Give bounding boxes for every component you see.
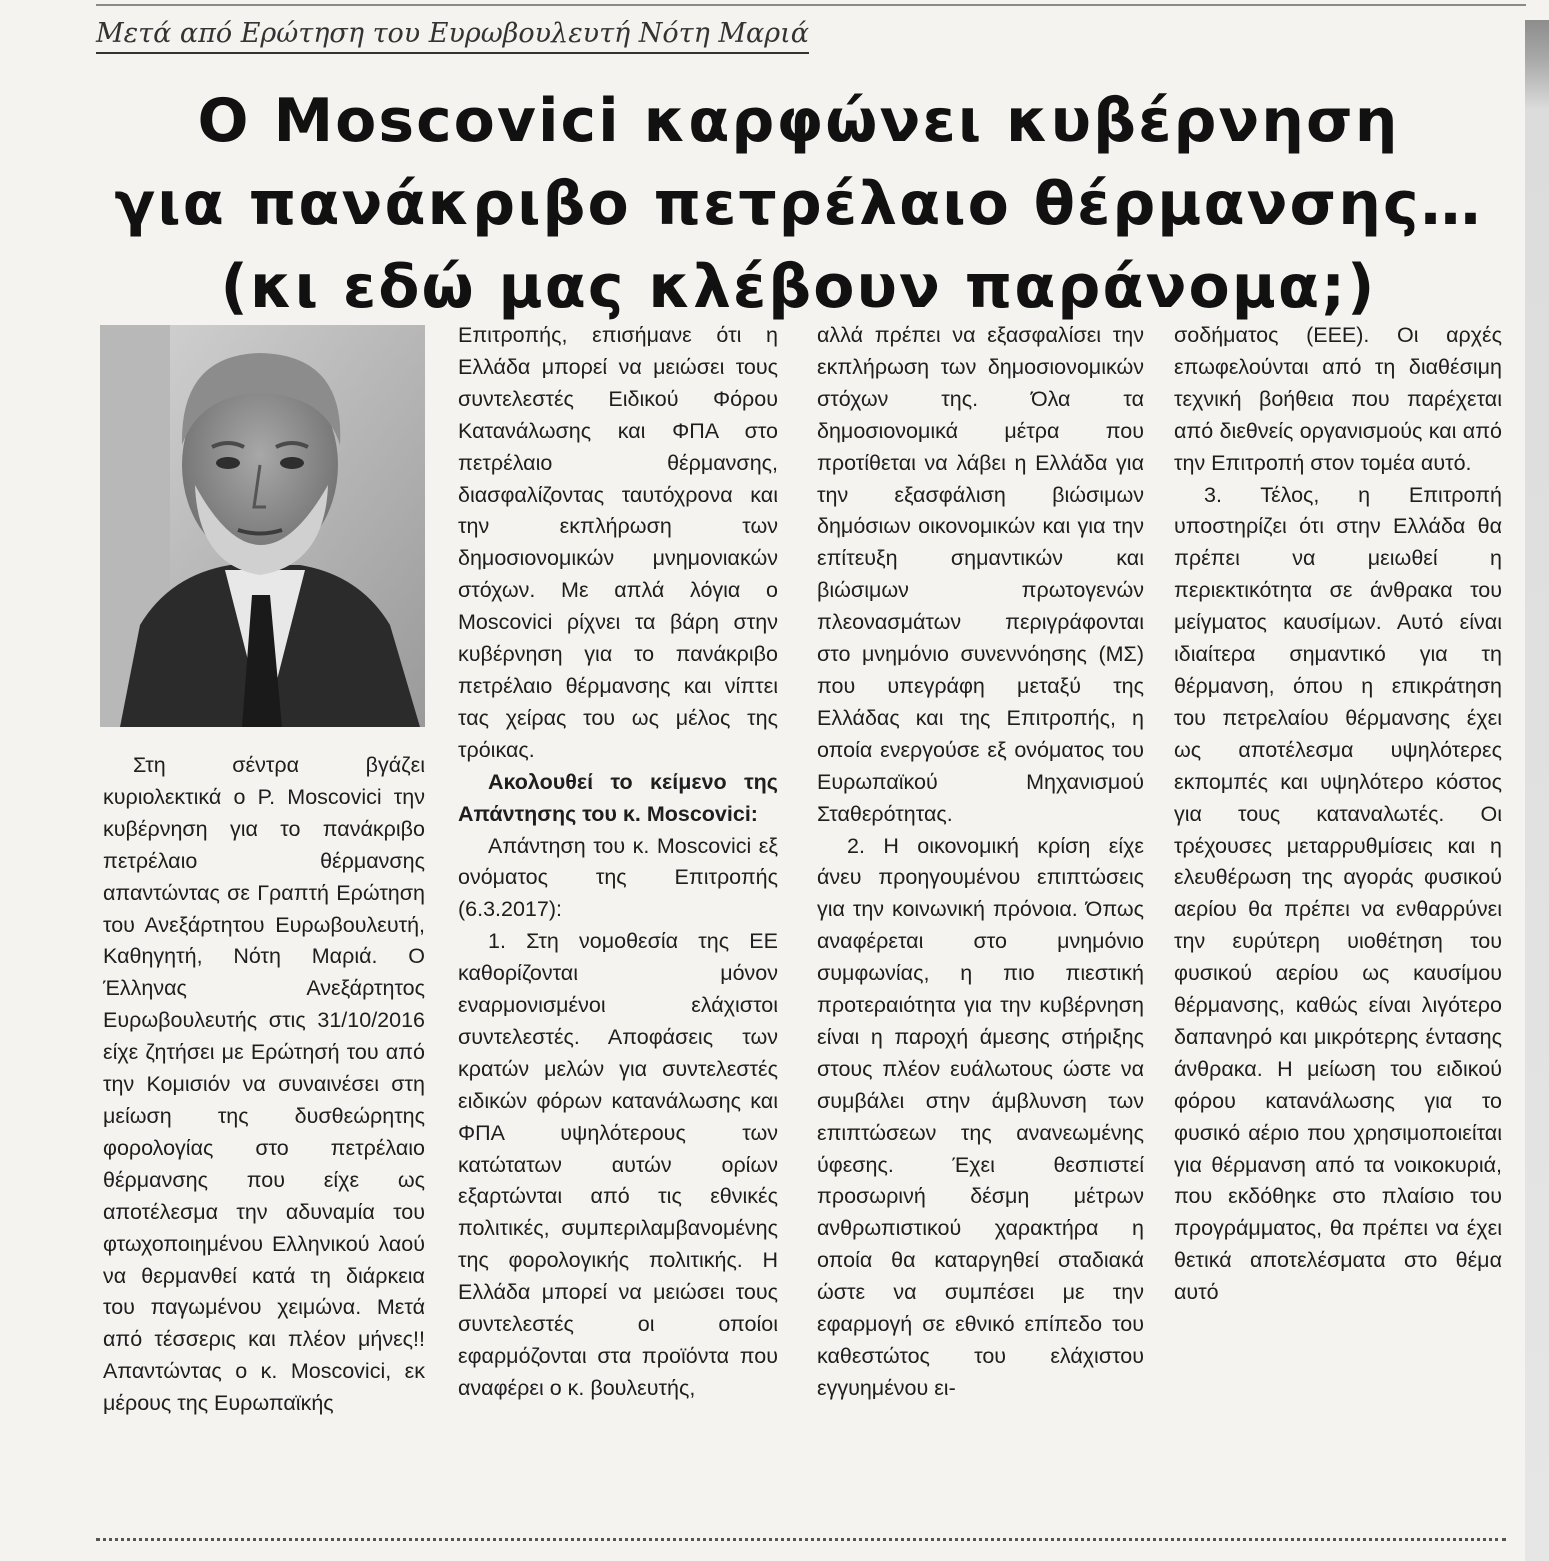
article-headline <box>96 80 1501 329</box>
headline-line-3: (κι εδώ μας κλέβουν παράνομα;) <box>220 252 1377 322</box>
article-column-3 <box>817 320 1144 1405</box>
answer-intro: Απάντηση του κ. Moscovici εξ ονόματος της Επιτροπής (6.3.2017): <box>458 833 778 922</box>
article-column-4 <box>1174 320 1502 1309</box>
answer-point-1: 1. Στη νομοθεσία της ΕΕ καθορίζονται μόνον εναρμονισμένοι ελάχιστοι συντελεστές. Αποφάσεις των κρατών μελών για συντελεστές ειδικών φόρων κατανάλωσης και ΦΠΑ υψηλότερους των κατώτατων αυτών ορίων εξαρτώνται από τις εθνικές πολιτικές, συμπεριλαμβανομένης της φορολογικής πολιτικής. Η Ελλάδα μπορεί να μειώσει τους συντελεστές οι οποίοι εφαρμόζονται στα προϊόντα που αναφέρει ο κ. βουλευτής, <box>458 929 778 1400</box>
column-1-paragraph-1: Στη σέντρα βγάζει κυριολεκτικά ο Ρ. Moscovici την κυβέρνηση για το πανάκριβο πετρέλαιο θέρμανσης απαντώντας σε Γραπτή Ερώτηση του Ανεξάρτητου Ευρωβουλευτή, Καθηγητή, Νότη Μαριά. Ο Έλληνας Ανεξάρτητος Ευρωβουλευτής στις 31/10/2016 είχε ζητήσει με Ερώτησή του από την Κομισιόν να συναινέσει στη μείωση της δυσθεώρητης φορολογίας στο πετρέλαιο θέρμανσης που είχε ως αποτέλεσμα την αδυναμία του φτωχοποιημένου Ελληνικού λαού να θερμανθεί κατά τη διάρκεια του παγωμένου χειμώνα. Μετά από τέσσερις και πλέον μήνες!! Απαντώντας ο κ. Moscovici, εκ μέρους της Ευρωπαϊκής <box>103 753 425 1416</box>
portrait-photo <box>100 325 425 727</box>
headline-line-1: Ο Moscovici καρφώνει κυβέρνηση <box>197 86 1400 156</box>
article-kicker: Μετά από Ερώτηση του Ευρωβουλευτή Νότη Μαριά <box>96 18 809 54</box>
column-4-paragraph-1: σοδήματος (ΕΕΕ). Οι αρχές επωφελούνται από τη διαθέσιμη τεχνική βοήθεια που παρέχεται από διεθνείς οργανισμούς και από την Επιτροπή στον τομέα αυτό. <box>1174 323 1502 475</box>
headline-line-2: για πανάκριβο πετρέλαιο θέρμανσης… <box>114 169 1483 239</box>
column-3-paragraph-1: αλλά πρέπει να εξασφαλίσει την εκπλήρωση των δημοσιονομικών στόχων της. Όλα τα δημοσιονομικά μέτρα που προτίθεται να λάβει η Ελλάδα για την εξασφάλιση βιώσιμων δημόσιων οικονομικών και για την επίτευξη σημαντικών και βιώσιμων πρωτογενών πλεονασμάτων περιγράφονται στο μνημόνιο συνεννόησης (ΜΣ) που υπεγράφη μεταξύ της Ελλάδας και της Επιτροπής, η οποία ενεργούσε εξ ονόματος του Ευρωπαϊκού Μηχανισμού Σταθερότητας. <box>817 323 1144 826</box>
portrait-illustration <box>100 325 425 727</box>
answer-point-3: 3. Τέλος, η Επιτροπή υποστηρίζει ότι στην Ελλάδα θα πρέπει να μειωθεί η περιεκτικότητα σε άνθρακα του μείγματος καυσίμων. Αυτό είναι ιδιαίτερα σημαντικό για τη θέρμανση, όπου η επικράτηση του πετρελαίου θέρμανσης έχει ως αποτέλεσμα υψηλότερες εκπομπές και υψηλότερο κόστος για τους καταναλωτές. Οι τρέχουσες μεταρρυθμίσεις και η ελευθέρωση της αγοράς φυσικού αερίου θα πρέπει να ενθαρρύνει την ευρύτερη υιοθέτηση του φυσικού αερίου ως καυσίμου θέρμανσης, καθώς είναι λιγότερο δαπανηρό και μικρότερης έντασης άνθρακα. Η μείωση του ειδικού φόρου κατανάλωσης για το φυσικό αέριο που χρησιμοποιείται για θέρμανση από τα νοικοκυριά, που εκδόθηκε στο πλαίσιο του προγράμματος, θα πρέπει να έχει θετικά αποτελέσματα στο θέμα αυτό <box>1174 482 1502 1305</box>
answer-heading: Ακολουθεί το κείμενο της Απάντησης του κ. Moscovici: <box>458 769 778 826</box>
article-column-1 <box>103 750 425 1420</box>
column-2-paragraph-1: Επιτροπής, επισήμανε ότι η Ελλάδα μπορεί να μειώσει τους συντελεστές Ειδικού Φόρου Κατανάλωσης και ΦΠΑ στο πετρέλαιο θέρμανσης, διασφαλίζοντας ταυτόχρονα και την εκπλήρωση των δημοσιονομικών μνημονιακών στόχων. Με απλά λόγια ο Moscovici ρίχνει τα βάρη στην κυβέρνηση για το πανάκριβο πετρέλαιο θέρμανσης και νίπτει τας χείρας του ως μέλος της τρόικας. <box>458 323 778 762</box>
answer-point-2: 2. Η οικονομική κρίση είχε άνευ προηγουμένου επιπτώσεις για την κοινωνική πρόνοια. Όπως αναφέρεται στο μνημόνιο συμφωνίας, η πιο πιεστική προτεραιότητα για την κυβέρνηση είναι η παροχή άμεσης στήριξης στους πλέον ευάλωτους ώστε να συμβάλει στην άμβλυνση των επιπτώσεων της ανανεωμένης ύφεσης. Έχει θεσπιστεί προσωρινή δέσμη μέτρων ανθρωπιστικού χαρακτήρα η οποία θα καταργηθεί σταδιακά ώστε να συμπέσει με την εφαρμογή σε εθνικό επίπεδο του καθεστώτος του ελάχιστου εγγυημένου ει- <box>817 833 1144 1400</box>
bottom-dotted-rule <box>96 1538 1506 1541</box>
article-column-2 <box>458 320 778 1405</box>
scan-edge-strip <box>1525 20 1549 1561</box>
top-rule <box>96 4 1526 6</box>
